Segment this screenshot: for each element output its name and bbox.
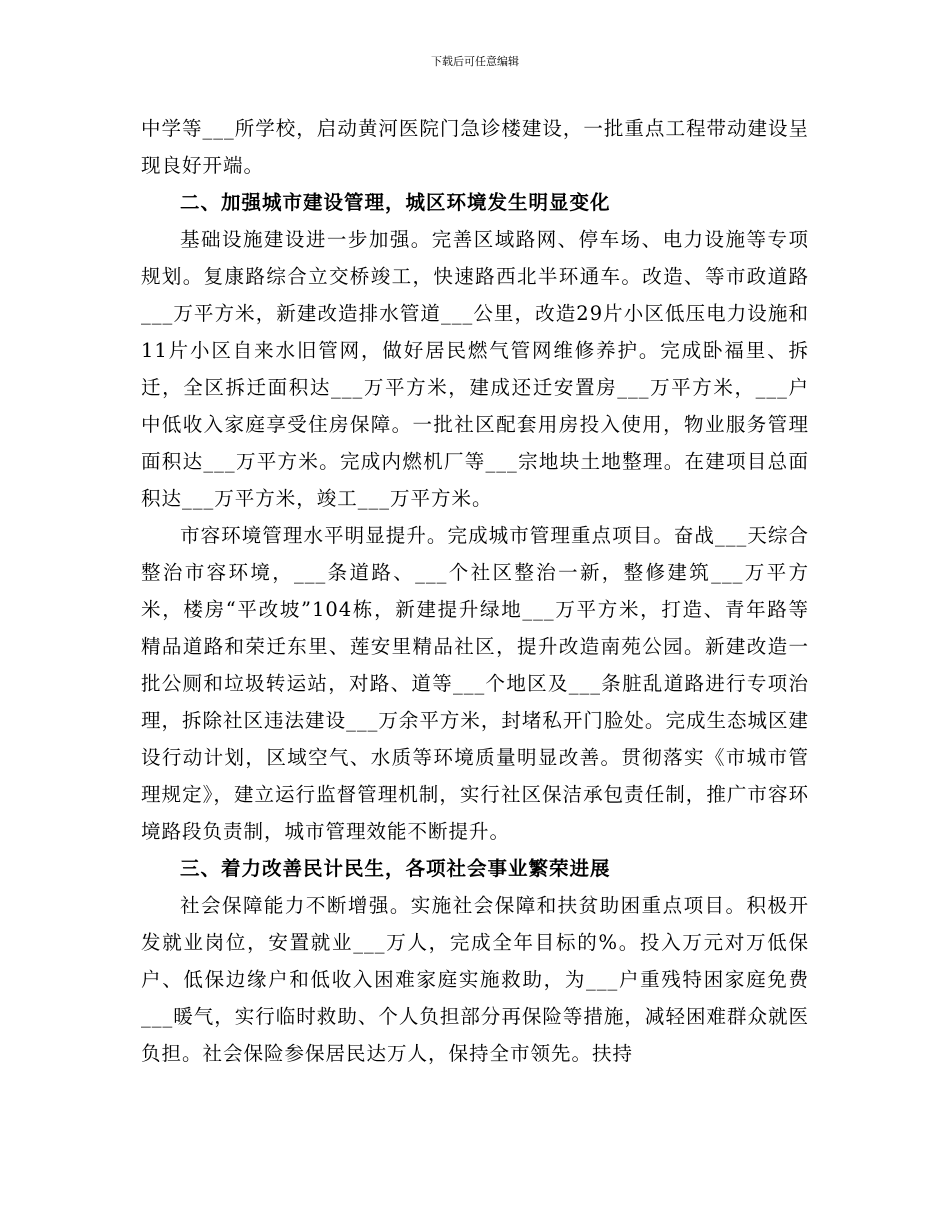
paragraph-continuation: 中学等___所学校，启动黄河医院门急诊楼建设，一批重点工程带动建设呈现良好开端。 [141, 117, 809, 177]
paragraph-social-security: 社会保障能力不断增强。实施社会保障和扶贫助困重点项目。积极开发就业岗位，安置就业___万人，完成全年目标的%。投入万元对万低保户、低保边缘户和低收入困难家庭实施救助，为___户重残特困家庭免费___暖气，实行临时救助、个人负担部分再保险等措施，减轻困难群众就医负担。社会保险参保居民达万人，保持全市领先。扶持 [141, 894, 809, 1065]
paragraph-city-appearance: 市容环境管理水平明显提升。完成城市管理重点项目。奋战___天综合整治市容环境，___条道路、___个社区整治一新，整修建筑___万平方米，楼房“平改坡”104栋，新建提升绿地___万平方米，打造、青年路等精品道路和荣迁东里、莲安里精品社区，提升改造南苑公园。新建改造一批公厕和垃圾转运站，对路、道等___个地区及___条脏乱道路进行专项治理，拆除社区违法建设___万余平方米，封堵私开门脸处。完成生态城区建设行动计划，区域空气、水质等环境质量明显改善。贯彻落实《市城市管理规定》，建立运行监督管理机制，实行社区保洁承包责任制，推广市容环境路段负责制，城市管理效能不断提升。 [141, 524, 809, 843]
section-heading-2: 二、加强城市建设管理，城区环境发生明显变化 [180, 191, 611, 214]
paragraph-infrastructure: 基础设施建设进一步加强。完善区域路网、停车场、电力设施等专项规划。复康路综合立交桥竣工，快速路西北半环通车。改造、等市政道路___万平方米，新建改造排水管道___公里，改造29片小区低压电力设施和11片小区自来水旧管网，做好居民燃气管网维修养护。完成卧福里、拆迁，全区拆迁面积达___万平方米，建成还迁安置房___万平方米，___户中低收入家庭享受住房保障。一批社区配套用房投入使用，物业服务管理面积达___万平方米。完成内燃机厂等___宗地块土地整理。在建项目总面积达___万平方米，竣工___万平方米。 [141, 228, 809, 510]
document-body [141, 110, 809, 1072]
section-heading-3: 三、着力改善民计民生，各项社会事业繁荣进展 [180, 857, 611, 880]
page-header-note: 下载后可任意编辑 [431, 55, 519, 68]
